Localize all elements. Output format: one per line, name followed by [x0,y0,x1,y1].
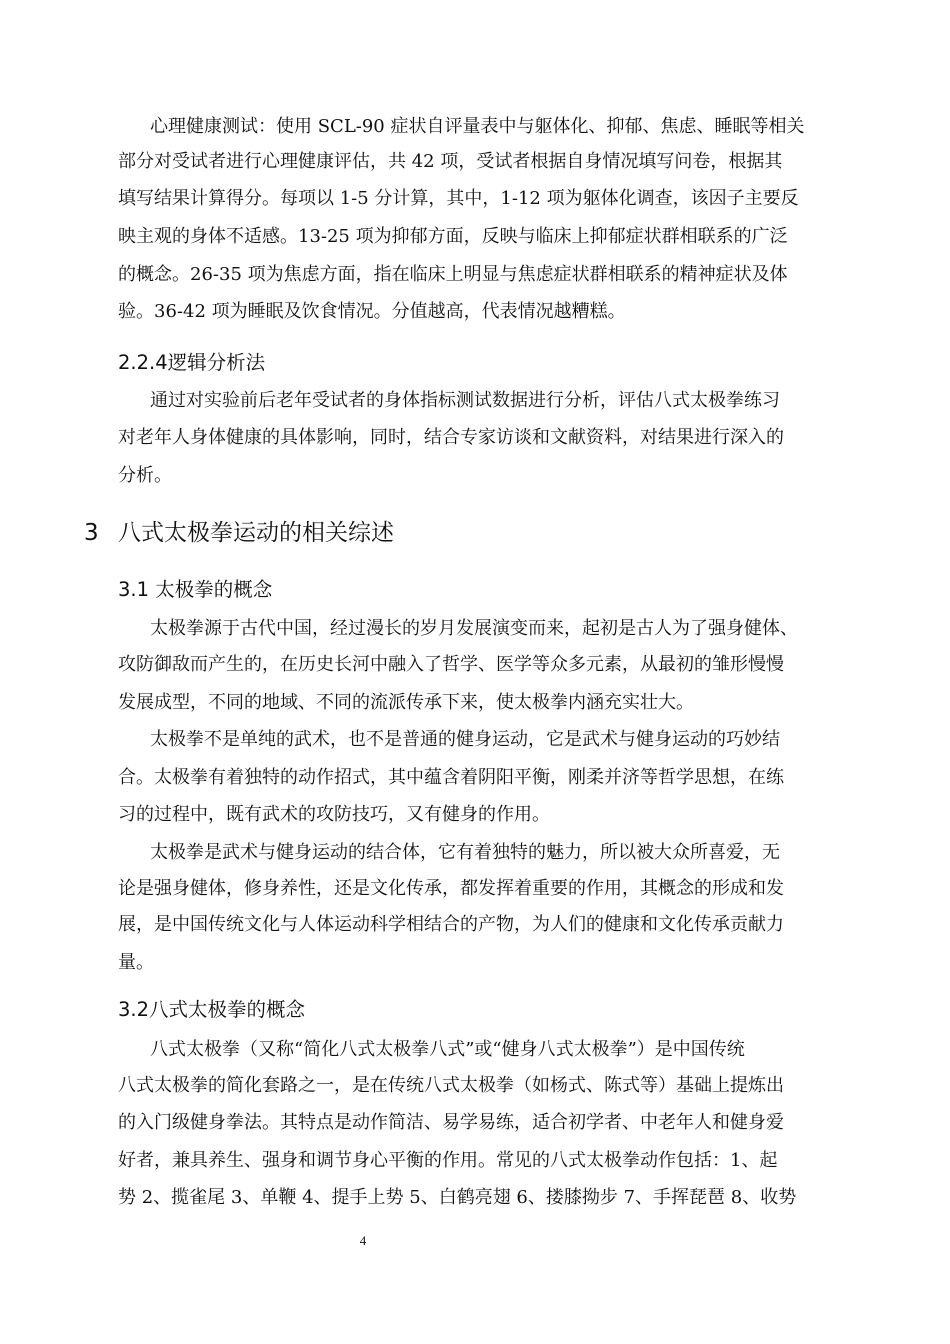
text-line: 太极拳是武术与健身运动的结合体，它有着独特的魅力，所以被大众所喜爱，无 [150,842,780,863]
text-line: 映主观的身体不适感。13-25 项为抑郁方面，反映与临床上抑郁症状群相联系的广泛 [118,226,788,247]
text-line: 势 2、揽雀尾 3、单鞭 4、提手上势 5、白鹤亮翅 6、搂膝拗步 7、手挥琵琶 8、收势 [118,1187,797,1208]
text-line: 心理健康测试：使用 SCL-90 症状自评量表中与躯体化、抑郁、焦虑、睡眠等相关 [150,116,805,137]
text-line: 八式太极拳（又称“简化八式太极拳八式”或“健身八式太极拳”）是中国传统 [150,1039,745,1060]
text-line: 的入门级健身拳法。其特点是动作简洁、易学易练，适合初学者、中老年人和健身爱 [118,1112,784,1133]
section-heading-2-2-4: 2.2.4逻辑分析法 [118,351,266,374]
text-line: 习的过程中，既有武术的攻防技巧，又有健身的作用。 [118,804,550,825]
text-line: 太极拳源于古代中国，经过漫长的岁月发展演变而来，起初是古人为了强身健体、 [150,618,798,639]
chapter-heading [84,518,394,548]
text-line: 验。36-42 项为睡眠及饮食情况。分值越高，代表情况越糟糕。 [118,301,626,322]
text-line: 发展成型，不同的地域、不同的流派传承下来，使太极拳内涵充实壮大。 [118,692,694,713]
text-line: 展，是中国传统文化与人体运动科学相结合的产物，为人们的健康和文化传承贡献力 [118,914,784,935]
text-line: 好者，兼具养生、强身和调节身心平衡的作用。常见的八式太极拳动作包括：1、起 [118,1150,778,1171]
chapter-number: 3 [84,520,99,546]
section-heading-3-1: 3.1 太极拳的概念 [118,578,273,601]
text-line: 合。太极拳有着独特的动作招式，其中蕴含着阴阳平衡，刚柔并济等哲学思想，在练 [118,767,784,788]
text-line: 的概念。26-35 项为焦虑方面，指在临床上明显与焦虑症状群相联系的精神症状及体 [118,264,788,285]
text-line: 论是强身健体，修身养性，还是文化传承，都发挥着重要的作用，其概念的形成和发 [118,878,784,899]
text-line: 量。 [118,952,154,973]
text-line: 填写结果计算得分。每项以 1-5 分计算，其中，1-12 项为躯体化调查，该因子主要反 [118,188,799,209]
text-line: 分析。 [118,465,172,486]
text-line: 八式太极拳的简化套路之一，是在传统八式太极拳（如杨式、陈式等）基础上提炼出 [118,1075,784,1096]
text-line: 攻防御敌而产生的，在历史长河中融入了哲学、医学等众多元素，从最初的雏形慢慢 [118,654,784,675]
chapter-title: 八式太极拳运动的相关综述 [118,520,394,546]
text-line: 对老年人身体健康的具体影响，同时，结合专家访谈和文献资料，对结果进行深入的 [118,427,784,448]
text-line: 太极拳不是单纯的武术，也不是普通的健身运动，它是武术与健身运动的巧妙结 [150,729,780,750]
page-number: 4 [359,1233,367,1248]
text-line: 部分对受试者进行心理健康评估，共 42 项，受试者根据自身情况填写问卷，根据其 [118,151,783,172]
text-line: 通过对实验前后老年受试者的身体指标测试数据进行分析，评估八式太极拳练习 [150,390,780,411]
section-heading-3-2: 3.2八式太极拳的概念 [118,998,306,1021]
